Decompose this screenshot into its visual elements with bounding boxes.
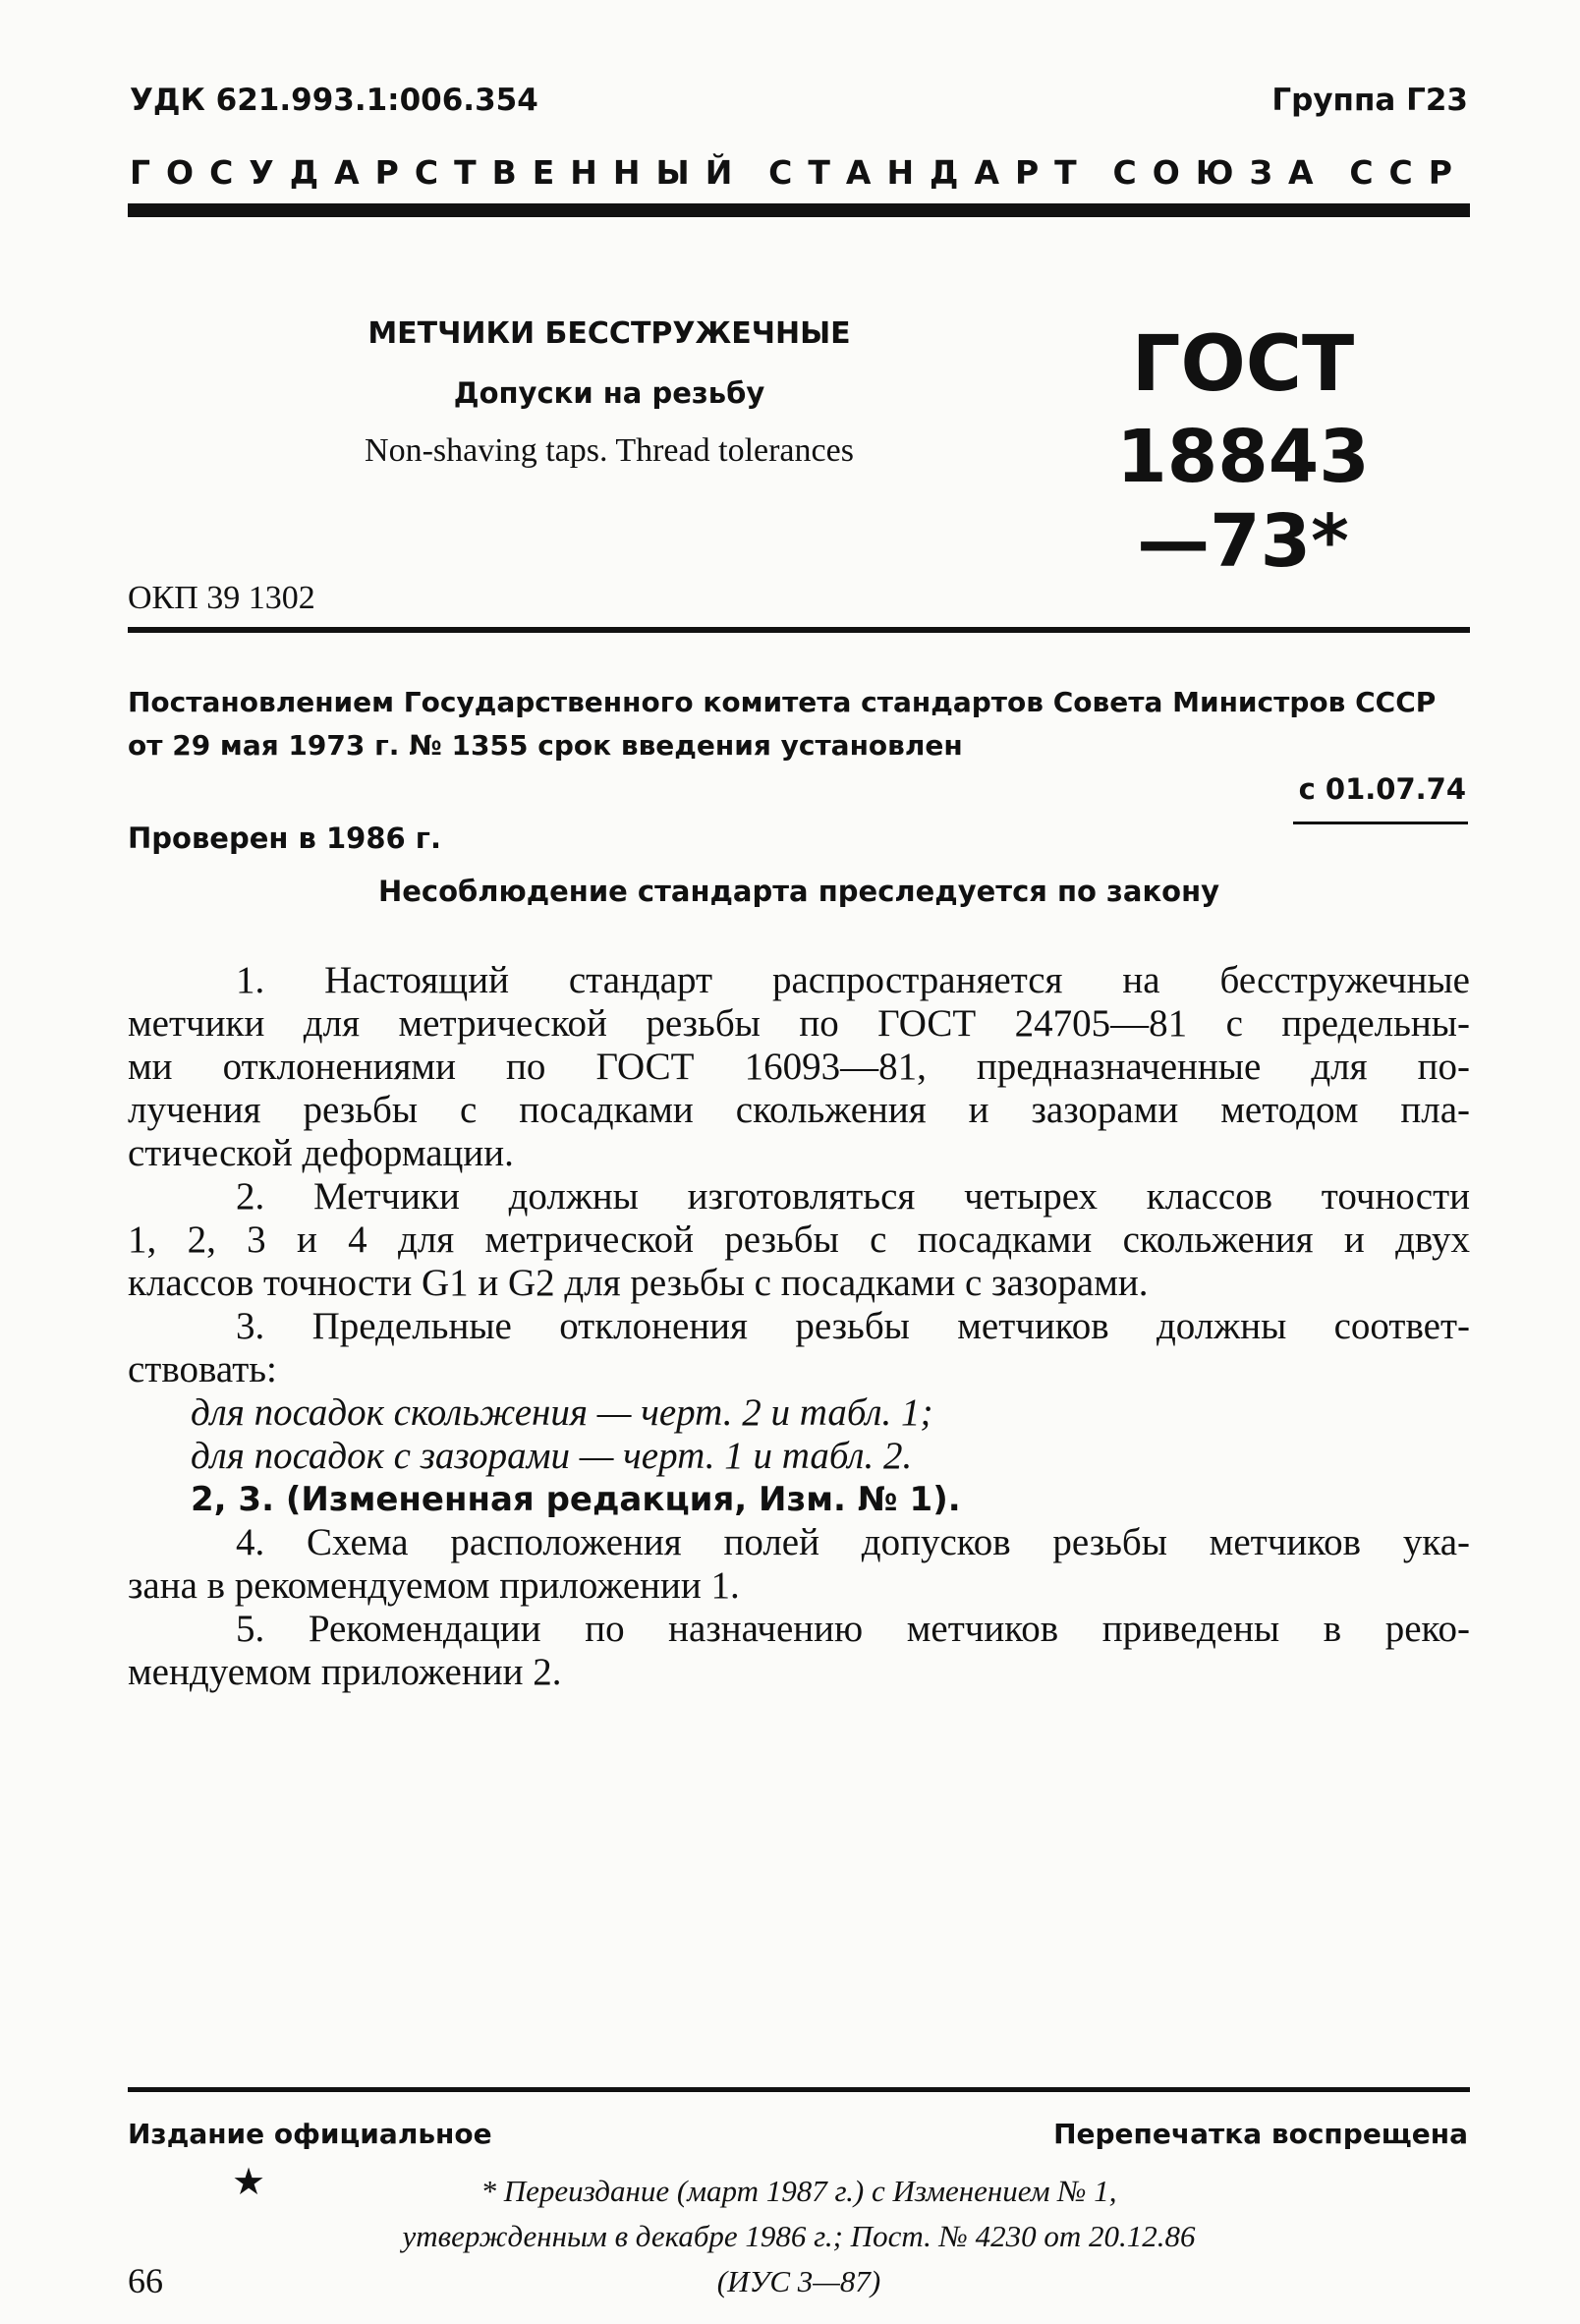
state-standard-header	[130, 153, 1468, 192]
decree-line-1: Постановлением Государственного комитета стандартов Совета Министров СССР	[128, 686, 1437, 718]
body-line: 3. Предельные отклонения резьбы метчиков должны соответ-	[236, 1305, 1470, 1347]
reissue-note-line: (ИУС 3—87)	[716, 2264, 881, 2298]
reprint-prohibited-label: Перепечатка воспрещена	[1053, 2118, 1468, 2150]
body-line: зана в рекомендуемом приложении 1.	[128, 1564, 740, 1607]
star-icon: ★	[232, 2162, 266, 2203]
group-code: Группа Г23	[1271, 83, 1468, 118]
body-line: ми отклонениями по ГОСТ 16093—81, предназначенные для по-	[128, 1046, 1470, 1088]
legal-warning: Несоблюдение стандарта преследуется по закону	[377, 875, 1220, 908]
state-header-word-3: СОЮЗА	[1112, 153, 1329, 192]
okp-code: ОКП 39 1302	[128, 580, 315, 616]
effective-date-underline	[1293, 822, 1468, 824]
state-header-word-2: СТАНДАРТ	[768, 153, 1093, 192]
header-divider	[128, 203, 1470, 217]
official-edition-label: Издание официальное	[128, 2118, 492, 2150]
document-title: МЕТЧИКИ БЕССТРУЖЕЧНЫЕ	[367, 316, 851, 351]
amendment-note: 2, 3. (Измененная редакция, Изм. № 1).	[191, 1480, 961, 1519]
body-line: 5. Рекомендации по назначению метчиков приведены в реко-	[236, 1608, 1470, 1650]
body-line: 2. Метчики должны изготовляться четырех классов точности	[236, 1175, 1470, 1218]
page-number: 66	[128, 2261, 163, 2300]
body-line: 4. Схема расположения полей допусков резьбы метчиков ука-	[236, 1521, 1470, 1563]
document-subtitle: Допуски на резьбу	[453, 376, 765, 410]
body-line: лучения резьбы с посадками скольжения и зазорами методом пла-	[128, 1089, 1470, 1131]
footer-divider	[128, 2087, 1470, 2092]
reissue-note-line: утвержденным в декабре 1986 г.; Пост. № 4230 от 20.12.86	[402, 2219, 1196, 2253]
body-line: для посадок с зазорами — черт. 1 и табл. 2.	[191, 1435, 913, 1477]
body-line: мендуемом приложении 2.	[128, 1651, 562, 1693]
body-line: метчики для метрической резьбы по ГОСТ 24705—81 с предельны-	[128, 1002, 1470, 1045]
checked-year: Проверен в 1986 г.	[128, 822, 441, 855]
okp-divider	[128, 627, 1470, 633]
state-header-word-1: ГОСУДАРСТВЕННЫЙ	[130, 153, 749, 192]
gost-label: ГОСТ	[1131, 320, 1355, 409]
body-line: стической деформации.	[128, 1132, 514, 1174]
body-line: 1, 2, 3 и 4 для метрической резьбы с посадками скольжения и двух	[128, 1219, 1470, 1261]
body-line: классов точности G1 и G2 для резьбы с посадками с зазорами.	[128, 1262, 1149, 1304]
decree-line-2: от 29 мая 1973 г. № 1355 срок введения установлен	[128, 729, 963, 762]
reissue-note-line: * Переиздание (март 1987 г.) с Изменением № 1,	[480, 2174, 1117, 2208]
body-line: 1. Настоящий стандарт распространяется на бесстружечные	[236, 959, 1470, 1001]
state-header-word-4: ССР	[1349, 153, 1468, 192]
document-title-english: Non-shaving taps. Thread tolerances	[365, 432, 854, 469]
effective-date: с 01.07.74	[1298, 772, 1466, 806]
body-line: для посадок скольжения — черт. 2 и табл. 1;	[191, 1391, 933, 1434]
udk-code: УДК 621.993.1:006.354	[130, 83, 538, 118]
body-line: ствовать:	[128, 1348, 277, 1390]
gost-number: 18843—73*	[1116, 415, 1370, 584]
